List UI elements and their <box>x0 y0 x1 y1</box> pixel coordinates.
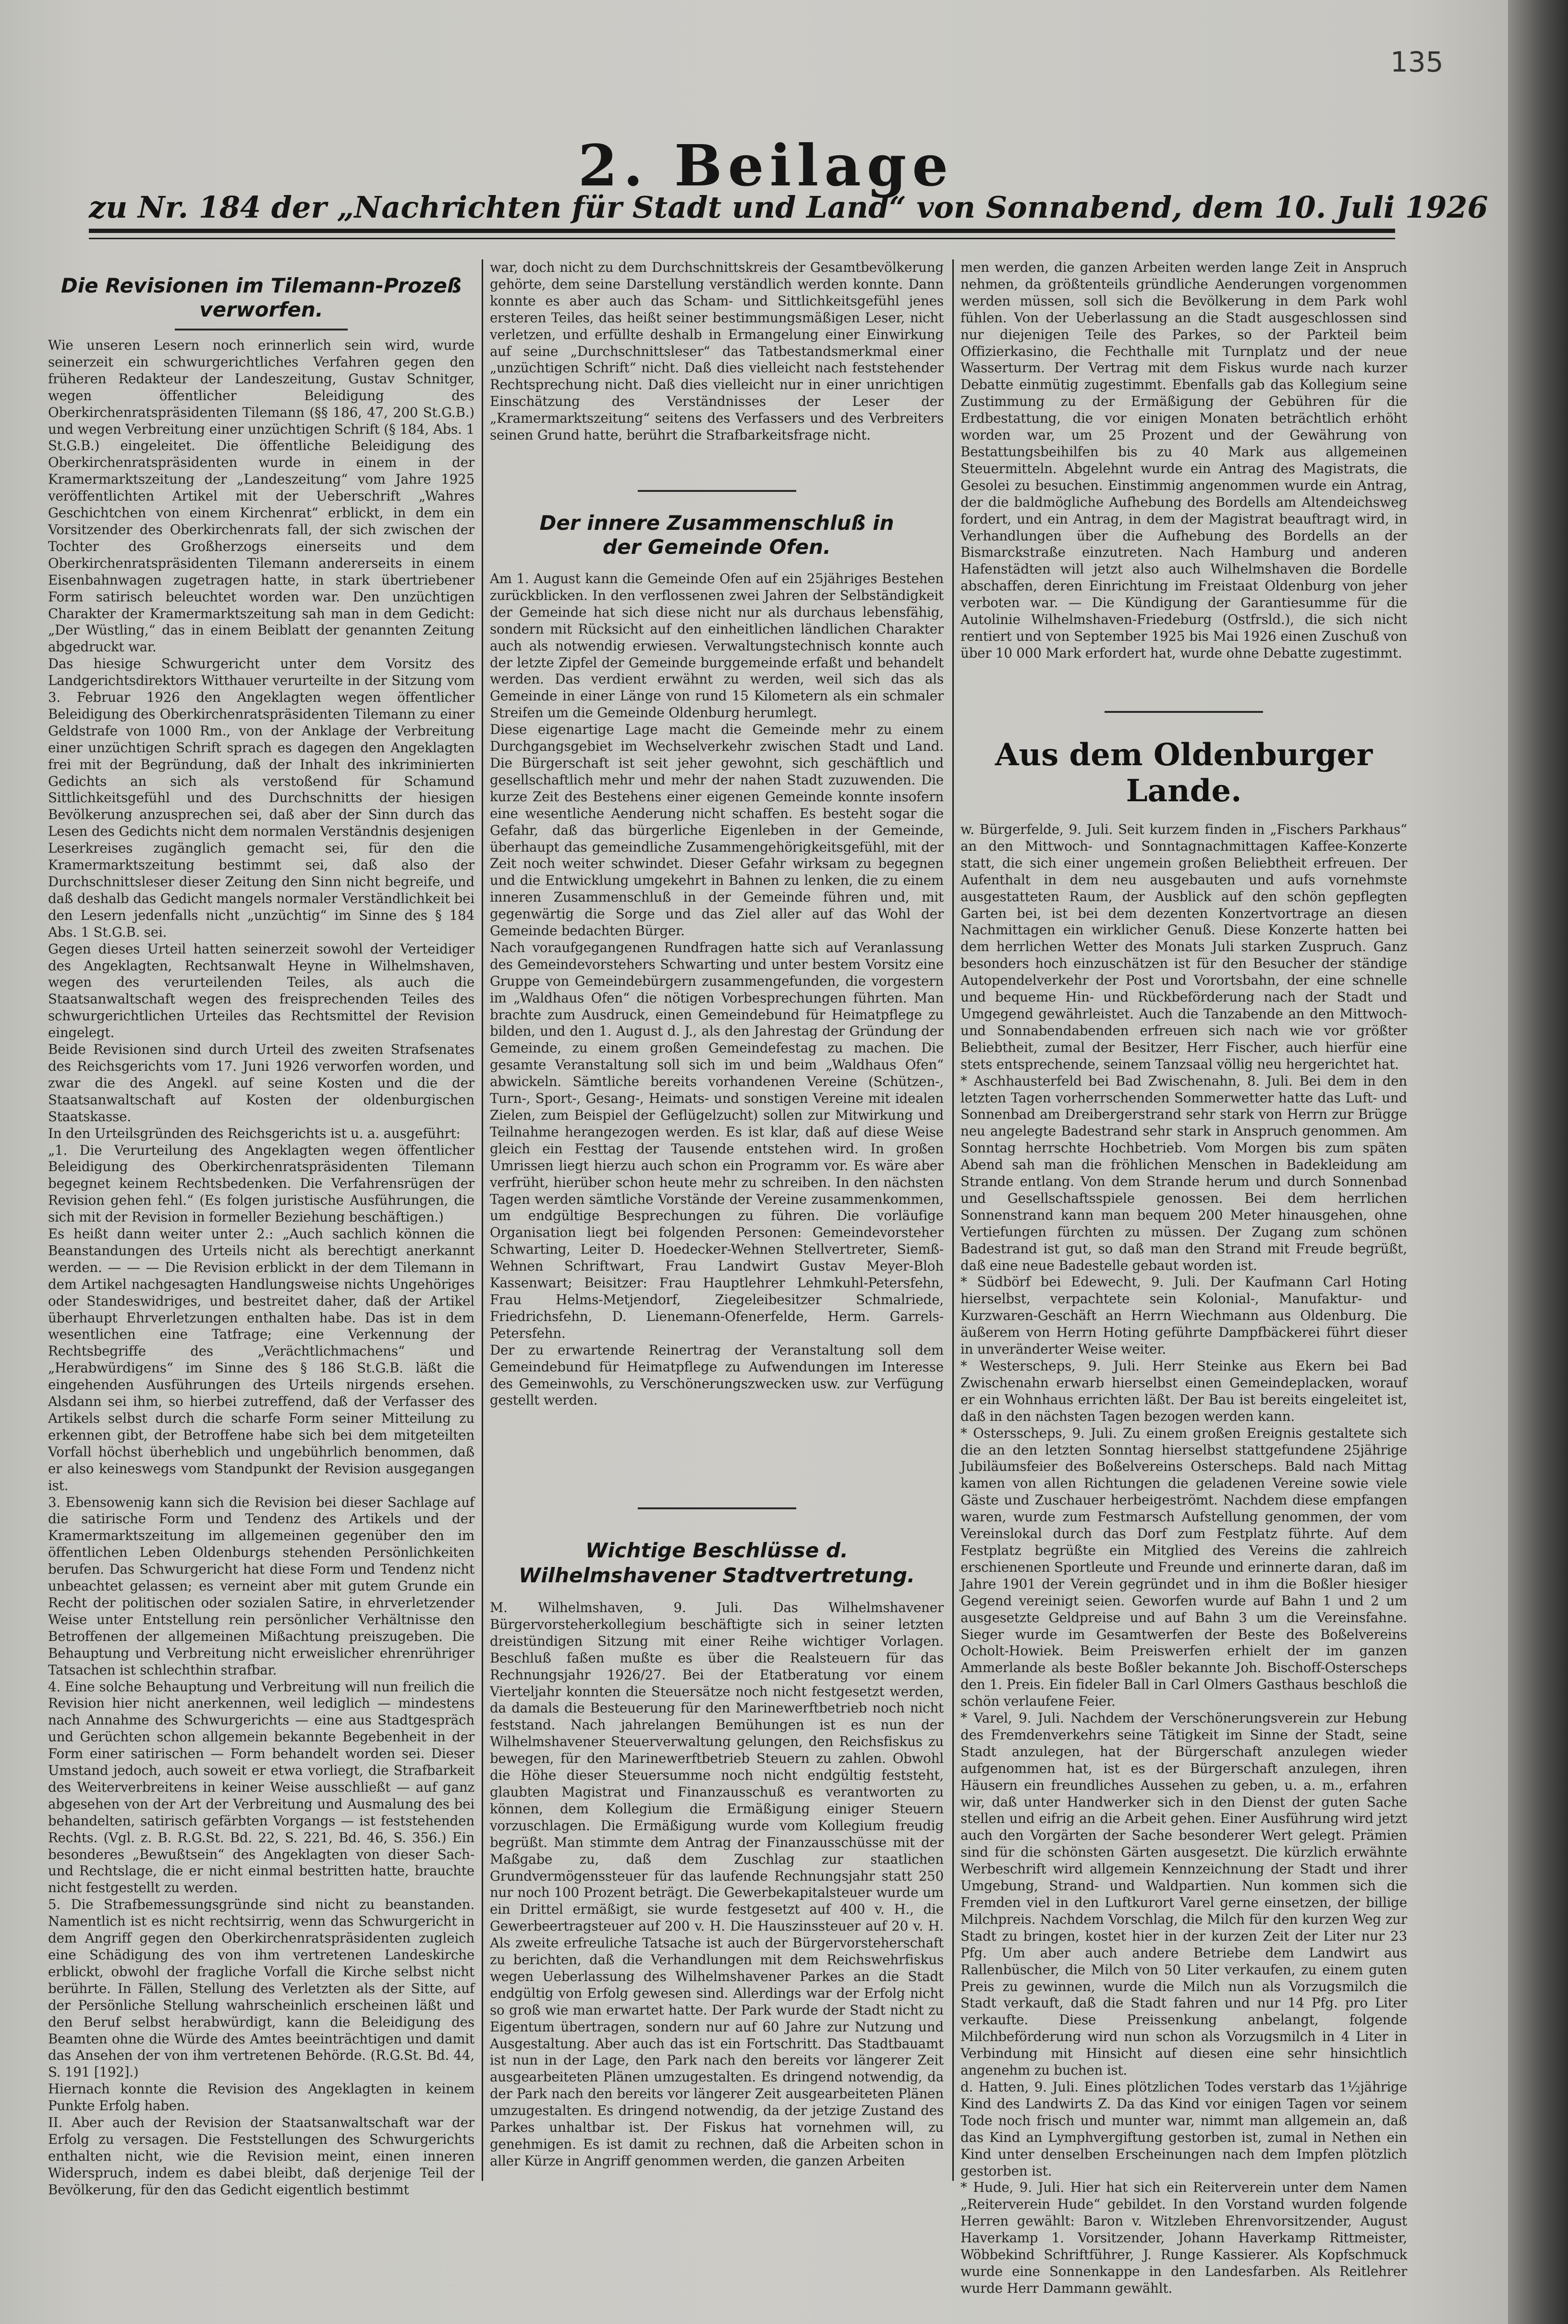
article-separator <box>638 490 796 492</box>
scan-right-edge <box>1508 0 1568 2324</box>
page-number: 135 <box>1390 46 1444 78</box>
header-rule-thick <box>89 229 1395 233</box>
supplement-subtitle: zu Nr. 184 der „Nachrichten für Stadt und Land“ von Sonnabend, dem 10. Juli 1926 <box>89 190 1488 225</box>
headline-ofen: Der innere Zusammenschluß in der Gemeinde Ofen. <box>539 511 894 559</box>
headline-revisionen: Die Revisionen im Tilemann-Prozeß verworfen. <box>61 274 462 321</box>
supplement-title: 2. Beilage <box>578 132 954 199</box>
header-rule-thin <box>89 238 1395 239</box>
article-revisionen-body: Wie unseren Lesern noch erinnerlich sein wird, wurde seinerzeit ein schwurgerichtliches Verfahren gegen den früheren Redakteur der Landeszeitung, Gustav Schnitger, wegen öffentlicher Beleidigung des Oberkirchenratspräsidenten Tilemann (§§ 186, 47, 200 St.G.B.) und wegen Verbreitung einer unzüchtigen Schrift (§ 184, Abs. 1 St.G.B.) eingeleitet. Die öffentliche Beleidigung des Oberkirchenratspräsidenten wurde in einem in der Kramermarktszeitung der „Landeszeitung“ vom Jahre 1925 veröffentlichten Artikel mit der Ueberschrift „Wahres Geschichtchen von einem Kirchenrat“ erblickt, in dem ein Vorsitzender des Oberkirchenrats fall, der sich zwischen der Tochter des Großherzogs einerseits und dem Oberkirchenratspräsidenten Tilemann andererseits in einem Eisenbahnwagen zugetragen hatte, in stark übertriebener Form satirisch beleuchtet worden war. Den unzüchtigen Charakter der Kramermarktszeitung sah man in dem Gedicht: „Der Wüstling,“ das in einem Beiblatt der genannten Zeitung abgedruckt war. Das hiesige Schwurgericht unter dem Vorsitz des Landgerichtsdirektors Witthauer verurteilte in der Sitzung vom 3. Februar 1926 den Angeklagten wegen öffentlicher Beleidigung des Oberkirchenratspräsidenten Tilemann zu einer Geldstrafe von 1000 Rm., von der Anklage der Verbreitung einer unzüchtigen Schrift sprach es dagegen den Angeklagten frei mit der Begründung, daß der Inhalt des inkriminierten Gedichts an sich als verstoßend für Schamund Sittlichkeitsgefühl und des Durchschnitts der hiesigen Bevölkerung anzusprechen sei, daß aber der Sinn durch das Lesen des Gedichts nicht dem normalen Verständnis desjenigen Leserkreises zugänglich gemacht sei, für den die Kramermarktszeitung bestimmt sei, daß also der Durchschnittsleser dieser Zeitung den Sinn nicht begreife, und daß deshalb das Gedicht mangels normaler Verständlichkeit bei den Lesern jedenfalls nicht „unzüchtig“ im Sinne des § 184 Abs. 1 St.G.B. sei. Gegen dieses Urteil hatten seinerzeit sowohl der Verteidiger des Angeklagten, Rechtsanwalt Heyne in Wilhelmshaven, wegen des verurteilenden Teiles, als auch die Staatsanwaltschaft wegen des freisprechenden Teiles des schwurgerichtlichen Urteiles das Rechtsmittel der Revision eingelegt. Beide Revisionen sind durch Urteil des zweiten Strafsenates des Reichsgerichts vom 17. Juni 1926 verworfen worden, und zwar die des Angekl. auf seine Kosten und die der Staatsanwaltschaft auf Kosten der oldenburgischen Staatskasse. In den Urteilsgründen des Reichsgerichts ist u. a. ausgeführt: „1. Die Verurteilung des Angeklagten wegen öffentlicher Beleidigung des Oberkirchenratspräsidenten Tilemann begegnet keinem Rechtsbedenken. Die Verfahrensrügen der Revision gehen fehl.“ (Es folgen juristische Ausführungen, die sich mit der Revision in formeller Beziehung beschäftigen.) Es heißt dann weiter unter 2.: „Auch sachlich können die Beanstandungen des Urteils nicht als berechtigt anerkannt werden. — — — Die Revision erblickt in der dem Tilemann in dem Artikel nachgesagten Handlungsweise nichts Ungehöriges oder Standeswidriges, und bestreitet daher, daß der Artikel überhaupt Ehrverletzungen enthalten habe. Das ist in dem wesentlichen eine Tatfrage; eine Verkennung der Rechtsbegriffe des „Verächtlichmachens“ und „Herabwürdigens“ im Sinne des § 186 St.G.B. läßt die eingehenden Ausführungen des Urteils nirgends ersehen. Alsdann sei ihm, so hierbei zutreffend, daß der Verfasser des Artikels selbst durch die scharfe Form seiner Mitteilung zu erkennen gibt, der Betroffene habe sich bei dem mitgeteilten Vorfall höchst überheblich und ungebührlich benommen, daß er also keineswegs vom Standpunkt der Revision ausgegangen ist. 3. Ebensowenig kann sich die Revision bei dieser Sachlage auf die satirische Form und Tendenz des Artikels und der Kramermarktszeitung im allgemeinen gegenüber den im öffentlichen Leben Oldenburgs stehenden Persönlichkeiten berufen. Das Schwurgericht hat diese Form und Tendenz nicht unbeachtet gelassen; es verneint aber mit gutem Grunde ein Recht der politischen oder sozialen Satire, in ehrverletzender Weise unter Entstellung rein persönlicher Verhältnisse den Betroffenen der allgemeinen Mißachtung preiszugeben. Die Behauptung und Verbreitung nicht erweislicher ehrenrühriger Tatsachen ist schlechthin strafbar. 4. Eine solche Behauptung und Verbreitung will nun freilich die Revision hier nicht anerkennen, weil lediglich — mindestens nach Annahme des Schwurgerichts — eine aus Stadtgespräch und Gerüchten schon allgemein bekannte Begebenheit in der Form einer satirischen — Form behandelt worden sei. Dieser Umstand jedoch, auch soweit er etwa vorliegt, die Strafbarkeit des Weiterverbreitens in keiner Weise ausschließt — auf ganz abgesehen von der Art der Verbreitung und Ausmalung des bei behandelten, satirisch gefärbten Vorgangs — ist feststehenden Rechts. (Vgl. z. B. R.G.St. Bd. 22, S. 221, Bd. 46, S. 356.) Ein besonderes „Bewußtsein“ des Angeklagten von dieser Sach- und Rechtslage, die er nicht einmal bestritten hatte, brauchte nicht festgestellt zu werden. 5. Die Strafbemessungsgründe sind nicht zu beanstanden. Namentlich ist es nicht rechtsirrig, wenn das Schwurgericht in dem Angriff gegen den Oberkirchenratspräsidenten zugleich eine Schädigung des von ihm vertretenen Landeskirche erblickt, obwohl der fragliche Vorfall die Kirche selbst nicht berührte. In Fällen, Stellung des Verletzten als der Sitte, auf der Persönliche Stellung wahrscheinlich erscheinen läßt und den Beruf selbst herabwürdigt, kann die Beleidigung des Beamten ohne die Würde des Amtes beeinträchtigen und damit das Ansehen der von ihm vertretenen Behörde. (R.G.St. Bd. 44, S. 191 [192].) Hiernach konnte die Revision des Angeklagten in keinem Punkte Erfolg haben. II. Aber auch der Revision der Staatsanwaltschaft war der Erfolg zu versagen. Die Feststellungen des Schwurgerichts enthalten nicht, wie die Revision meint, einen inneren Widerspruch, indem es dabei bleibt, daß derjenige Teil der Bevölkerung, für den das Gedicht eigentlich bestimmt <box>48 337 474 2198</box>
article-revisionen-continued: war, doch nicht zu dem Durchschnittskreis der Gesamtbevölkerung gehörte, dem seine Darstellung verständlich werden konnte. Dann konnte es aber auch das Scham- und Sittlichkeitsgefühl jenes ersteren Teiles, das heißt seiner bestimmungsmäßigen Leser, nicht verletzen, und erfüllte deshalb in Ermangelung einer Einwirkung auf seine „Durchschnittsleser“ das Tatbestandsmerkmal einer „unzüchtigen Schrift“ nicht. Daß dies vielleicht nach feststehender Rechtsprechung nicht. Daß dies vielleicht nur in einer unrichtigen Einschätzung des Verständnisses der Leser der „Kramermarktszeitung“ seitens des Verfassers und des Verbreiters seinen Grund hatte, berührt die Strafbarkeitsfrage nicht. <box>490 259 944 443</box>
headline-rule <box>175 329 348 330</box>
article-ofen-body: Am 1. August kann die Gemeinde Ofen auf ein 25jähriges Bestehen zurückblicken. In den verflossenen zwei Jahren der Selbständigkeit der Gemeinde hat sich diese nicht nur als durchaus lebensfähig, sondern mit Rücksicht auf den einheitlichen ländlichen Charakter auch als notwendig erwiesen. Verwaltungstechnisch konnte auch der letzte Zipfel der Gemeinde burggemeinde erfaßt und behandelt werden. Das verdient erwähnt zu werden, weil sich das als Gemeinde in einer Länge von rund 15 Kilometern als ein schmaler Streifen um die Gemeinde Oldenburg herumlegt. Diese eigenartige Lage macht die Gemeinde mehr zu einem Durchgangsgebiet im Wechselverkehr zwischen Stadt und Land. Die Bürgerschaft ist seit jeher gewohnt, sich geschäftlich und gesellschaftlich mehr und mehr der nahen Stadt zuzuwenden. Die kurze Zeit des Bestehens einer eigenen Gemeinde konnte insofern eine wesentliche Aenderung nicht schaffen. Es besteht sogar die Gefahr, daß das bürgerliche Eigenleben in der Gemeinde, überhaupt das gemeindliche Zusammengehörigkeitsgefühl, mit der Zeit noch weiter schwindet. Dieser Gefahr wirksam zu begegnen und die Entwicklung umgekehrt in Bahnen zu lenken, die zu einem inneren Zusammenschluß in der Gemeinde führen und, mit gegenwärtig die Sorge und das Ziel aller auf das Wohl der Gemeinde bedachten Bürger. Nach voraufgegangenen Rundfragen hatte sich auf Veranlassung des Gemeindevorstehers Schwarting und unter bestem Vorsitz eine Gruppe von Gemeindebürgern zusammengefunden, die vorgestern im „Waldhaus Ofen“ die nötigen Vorbesprechungen führten. Man brachte zum Ausdruck, einen Gemeindebund für Heimatpflege zu bilden, und den 1. August d. J., als den Jahrestag der Gründung der Gemeinde, zu einem großen Gemeindefestag zu machen. Die gesamte Veranstaltung soll sich im und beim „Waldhaus Ofen“ abwickeln. Sämtliche bereits vorhandenen Vereine (Schützen-, Turn-, Sport-, Gesang-, Heimats- und sonstigen Vereine mit idealen Zielen, zum Beispiel der Geflügelzucht) sollen zur Mitwirkung und Teilnahme herangezogen werden. Es ist klar, daß auf diese Weise gleich ein Festtag der Tausende entstehen wird. In großen Umrissen liegt hierzu auch schon ein Programm vor. Es wäre aber verfrüht, hierüber schon heute mehr zu schreiben. In den nächsten Tagen werden sämtliche Vorstände der Vereine zusammenkommen, um endgültige Besprechungen zu führen. Die vorläufige Organisation liegt bei folgenden Personen: Gemeindevorsteher Schwarting, Leiter D. Hoedecker-Wehnen Stellvertreter, Siemß-Wehnen Schriftwart, Frau Landwirt Gustav Meyer-Bloh Kassenwart; Beisitzer: Frau Hauptlehrer Lehmkuhl-Petersfehn, Frau Helms-Metjendorf, Ziegeleibesitzer Schmalriede, Friedrichsfehn, D. Lienemann-Ofenerfelde, Herm. Garrels-Petersfehn. Der zu erwartende Reinertrag der Veranstaltung soll dem Gemeindebund für Heimatpflege zu Aufwendungen im Interesse des Gemeinwohls, zu Verschönerungszwecken usw. zur Verfügung gestellt werden. <box>490 571 944 1408</box>
column-1 <box>48 274 474 2198</box>
column-divider-1 <box>482 259 483 2181</box>
article-wilhelmshaven-continued: men werden, die ganzen Arbeiten werden lange Zeit in Anspruch nehmen, da größtenteils gründliche Aenderungen vorgenommen werden müssen, soll sich die Bevölkerung in dem Park wohl fühlen. Von der Ueberlassung an die Stadt ausgeschlossen sind nur diejenigen Teile des Parkes, so der Parkteil beim Offizierkasino, die Fechthalle mit Turnplatz und der neue Wasserturm. Der Vertrag mit dem Fiskus wurde nach kurzer Debatte einmütig zugestimmt. Ebenfalls gab das Kollegium seine Zustimmung zu der Ermäßigung der Gebühren für die Erdbestattung, die vor einigen Monaten beträchtlich erhöht worden war, um 25 Prozent und der Gewährung von Bestattungsbeihilfen bis zu 40 Mark aus allgemeinen Steuermitteln. Abgelehnt wurde ein Antrag des Magistrats, die Gesolei zu besuchen. Einstimmig angenommen wurde ein Antrag, der die baldmögliche Aufhebung des Bordells am Altendeichsweg fordert, und ein Antrag, in dem der Magistrat beauftragt wird, in Verhandlungen über die Aufhebung des Bordells an der Bismarckstraße einzutreten. Nach Hamburg und anderen Hafenstädten will jetzt also auch Wilhelmshaven die Bordelle abschaffen, deren Einrichtung im Freistaat Oldenburg von jeher verboten war. — Die Kündigung der Garantiesumme für die Autolinie Wilhelmshaven-Friedeburg (Ostfrsld.), die sich nicht rentiert und von September 1925 bis Mai 1926 einen Zuschuß von über 10 000 Mark erfordert hat, wurde ohne Debatte zugestimmt. <box>960 259 1407 661</box>
headline-wilhelmshaven: Wichtige Beschlüsse d. Wilhelmshavener Stadtvertretung. <box>518 1539 915 1587</box>
article-separator <box>638 1507 796 1509</box>
article-oldenburger-lande-body: w. Bürgerfelde, 9. Juli. Seit kurzem finden in „Fischers Parkhaus“ an den Mittwoch- und Sonntagnachmittagen Kaffee-Konzerte statt, die sich einer ungemein großen Beliebtheit erfreuen. Der Aufenthalt in dem neu ausgebauten und aufs vornehmste ausgestatteten Raum, der Ausblick auf den schön gepflegten Garten bei, ist bei dem dezenten Konzertvortrage an diesen Nachmittagen ein wirklicher Genuß. Diese Konzerte hatten bei dem herrlichen Wetter des Monats Juli starken Zuspruch. Ganz besonders hoch einzuschätzen ist für den Besucher der ständige Autopendelverkehr der Post und Vorortsbahn, der eine schnelle und bequeme Hin- und Rückbeförderung nach der Stadt und Umgegend gewährleistet. Auch die Tanzabende an den Mittwoch- und Sonnabendabenden erfreuen sich nach wie vor größter Beliebtheit, zumal der Besitzer, Herr Fischer, auch hierfür eine stets entsprechende, seinem Tanzsaal völlig neu hergerichtet hat. * Aschhausterfeld bei Bad Zwischenahn, 8. Juli. Bei dem in den letzten Tagen vorherrschenden Sommerwetter hatte das Luft- und Sonnenbad am Dreibergerstrand sehr stark von Herrn zur Brügge neu angelegte Badestrand sehr stark in Anspruch genommen. Am Sonntag herrschte Hochbetrieb. Vom Morgen bis zum späten Abend sah man die fröhlichen Menschen in Badekleidung am Strande entlang. Von dem Strande herum und durch Sonnenbad und Gesellschaftsspiele genossen. Bei dem herrlichen Sonnenstrand kann man bequem 200 Meter hinausgehen, ohne Vertiefungen fürchten zu müssen. Der Zugang zum schönen Badestrand ist gut, so daß man den Strand mit Freude begrüßt, daß eine neue Badestelle gebaut worden ist. * Südbörf bei Edewecht, 9. Juli. Der Kaufmann Carl Hoting hierselbst, verpachtete sein Kolonial-, Manufaktur- und Kurzwaren-Geschäft an Herrn Wiechmann aus Oldenburg. Die äußerem von Herrn Hoting geführte Dampfbäckerei führt dieser in unveränderter Weise weiter. * Westerscheps, 9. Juli. Herr Steinke aus Ekern bei Bad Zwischenahn erwarb hierselbst einen Gemeindeplacken, worauf er ein Wohnhaus errichten läßt. Der Bau ist bereits eingeleitet ist, daß in den nächsten Tagen bezogen werden kann. * Ostersscheps, 9. Juli. Zu einem großen Ereignis gestaltete sich die an den letzten Sonntag hierselbst stattgefundene 25jährige Jubiläumsfeier des Boßelvereins Osterscheps. Bald nach Mittag kamen von allen Richtungen die geladenen Vereine sowie viele Gäste und Zuschauer herbeigeströmt. Nachdem diese empfangen waren, wurde zum Festmarsch Aufstellung genommen, der vom Vereinslokal durch das Dorf zum Festplatz führte. Auf dem Festplatz begrüßte ein Mitglied des Vereins die zahlreich erschienenen Sportleute und Freunde und erinnerte daran, daß im Jahre 1901 der Verein gegründet und in ihm die Boßler hiesiger Gegend vereinigt seien. Geworfen wurde auf Bahn 1 und 2 um ausgesetzte Geldpreise und auf Bahn 3 um die Vereinsfahne. Sieger wurde im Gesamtwerfen der Beste des Boßelvereins Ocholt-Howiek. Beim Preiswerfen erhielt der im ganzen Ammerlande als beste Boßler bekannte Joh. Bischoff-Osterscheps den 1. Preis. Ein fideler Ball in Carl Olmers Gasthaus beschloß die schön verlaufene Feier. * Varel, 9. Juli. Nachdem der Verschönerungsverein zur Hebung des Fremdenverkehrs seine Tätigkeit im Sinne der Stadt, seine Stadt anzulegen, hat der Bürgerschaft anzulegen wieder aufgenommen hat, ist es der Bürgerschaft anzulegen, ihren Häusern ein freundliches Aussehen zu geben, u. a. m., erfahren wir, daß unter Handwerker sich in den Dienst der guten Sache stellen und eifrig an die Arbeit gehen. Einer Ausführung wird jetzt auch den Vorgärten der Sache besonderer Wert gelegt. Prämien sind für die schönsten Gärten ausgesetzt. Die kürzlich erwähnte Werbeschrift wird allgemein Kennzeichnung der Stadt und ihrer Umgebung, Strand- und Waldpartien. Nun kommen sich die Fremden viel in den Luftkurort Varel gerne einsetzen, der billige Milchpreis. Nachdem Vorschlag, die Milch für den kurzen Weg zur Stadt zu bringen, kostet hier in der kurzen Zeit der Liter nur 23 Pfg. Um aber auch andere Betriebe dem Landwirt aus Rallenbüscher, die Milch von 50 Liter verkaufen, zu einem guten Preis zu gewinnen, wurde die Milch nun als Vorzugsmilch die Stadt verkauft, daß die Stadt fahren und nur 14 Pfg. pro Liter verkaufte. Diese Preissenkung anbelangt, folgende Milchbeförderung wird nun schon als Vorzugsmilch in 4 Liter in Verbindung mit Hinsicht auf diesen eine sehr hinsichtlich angenehm zu buchen ist. d. Hatten, 9. Juli. Eines plötzlichen Todes verstarb das 1½jährige Kind des Landwirts Z. Da das Kind vor einigen Tagen vor seinem Tode noch frisch und munter war, nimmt man allgemein an, daß das Kind an Lymphvergiftung gestorben ist, zumal in Nethen ein Kind unter denselben Erscheinungen nach dem Impfen plötzlich gestorben ist. * Hude, 9. Juli. Hier hat sich ein Reiterverein unter dem Namen „Reiterverein Hude“ gebildet. In den Vorstand wurden folgende Herren gewählt: Baron v. Witzleben Ehrenvorsitzender, August Haverkamp 1. Vorsitzender, Johann Haverkamp Rittmeister, Wöbbekind Schriftführer, J. Runge Kassierer. Als Kopfschmuck wurde eine Sonnenkappe in den Landesfarben. Als Reitlehrer wurde Herr Dammann gewählt. <box>960 821 1407 2296</box>
column-divider-2 <box>952 259 954 2181</box>
headline-oldenburger-lande: Aus dem Oldenburger Lande. <box>995 737 1373 809</box>
column-2 <box>490 259 944 2181</box>
column-3 <box>960 259 1407 2296</box>
article-separator <box>1105 711 1263 713</box>
article-wilhelmshaven-body: M. Wilhelmshaven, 9. Juli. Das Wilhelmshavener Bürgervorsteherkollegium beschäftigte sich in seiner letzten dreistündigen Sitzung mit einer Reihe wichtiger Vorlagen. Beschluß faßen mußte es über die Realsteuern für das Rechnungsjahr 1926/27. Bei der Etatberatung vor einem Vierteljahr konnten die Steuersätze noch nicht festgesetzt werden, da damals die Besteuerung für den Marinewerftbetrieb noch nicht feststand. Nach jahrelangen Bemühungen ist es nun der Wilhelmshavener Steuerverwaltung gelungen, den Reichsfiskus zu bewegen, für den Marinewerftbetrieb Steuern zu zahlen. Obwohl die Höhe dieser Steuersumme noch nicht endgültig feststeht, glaubten Magistrat und Finanzausschuß es verantworten zu können, dem Kollegium die Ermäßigung einiger Steuern vorzuschlagen. Die Ermäßigung wurde vom Kollegium freudig begrüßt. Man stimmte dem Antrag der Finanzausschüsse mit der Maßgabe zu, daß dem Zuschlag zur staatlichen Grundvermögenssteuer für das laufende Rechnungsjahr statt 250 nur noch 100 Prozent beträgt. Die Gewerbekapitalsteuer wurde um ein Drittel ermäßigt, sie wurde festgesetzt auf 400 v. H., die Gewerbeertragsteuer auf 200 v. H. Die Hauszinssteuer auf 20 v. H. Als zweite erfreuliche Tatsache ist auch der Bürgervorsteherschaft zu berichten, daß die Verhandlungen mit dem Reichswehrfiskus wegen Ueberlassung des Wilhelmshavener Parkes an die Stadt endgültig von Erfolg gewesen sind. Allerdings war der Erfolg nicht so groß wie man erwartet hatte. Der Park wurde der Stadt nicht zu Eigentum übertragen, sondern nur auf 60 Jahre zur Nutzung und Ausgestaltung. Aber auch das ist ein Fortschritt. Das Stadtbauamt ist nun in der Lage, den Park nach den bereits vor längerer Zeit ausgearbeiteten Plänen umzugestalten. Es dringend notwendig, da der Park nach den bereits vor längerer Zeit ausgearbeiteten Plänen umzugestalten. Es dringend notwendig, da der jetzige Zustand des Parkes unhaltbar ist. Der Fiskus hat vornehmen will, zu genehmigen. Es ist damit zu rechnen, daß die Arbeiten schon in aller Kürze in Angriff genommen werden, die ganzen Arbeiten <box>490 1600 944 2169</box>
